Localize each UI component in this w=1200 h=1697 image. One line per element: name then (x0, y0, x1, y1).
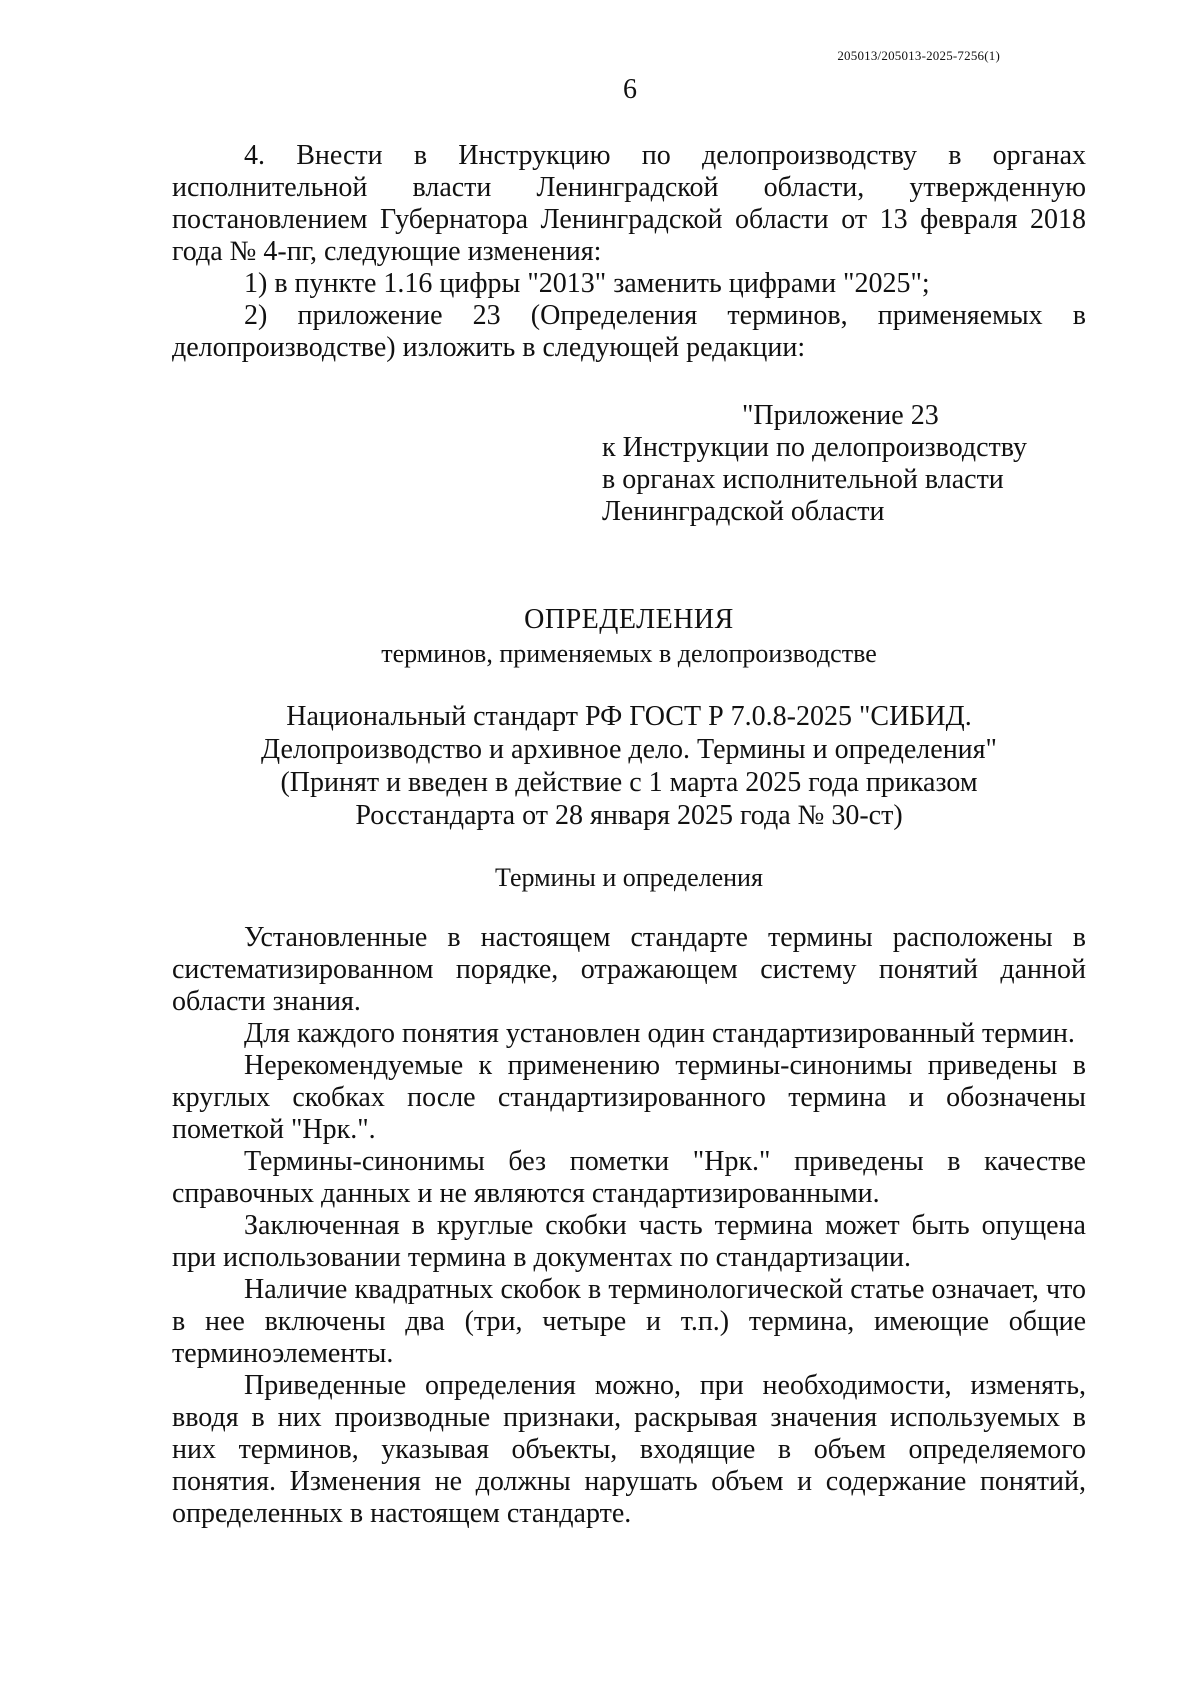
amendment-item-4: 4. Внести в Инструкцию по делопроизводству в органах исполнительной власти Ленинградской области, утвержденную постановлением Губернатора Ленинградской области от 13 февраля 2018 года № 4-пг, следующие изменения: (172, 140, 1086, 267)
intro-paragraph-6: Наличие квадратных скобок в терминологической статье означает, что в нее включены два (три, четыре и т.п.) термина, имеющие общие терминоэлементы. (172, 1274, 1086, 1369)
terms-introduction (172, 922, 1086, 1530)
appendix-caption-line-1: "Приложение 23 (742, 400, 939, 431)
intro-paragraph-3: Нерекомендуемые к применению термины-синонимы приведены в круглых скобках после стандартизированного термина и обозначены пометкой "Нрк.". (172, 1050, 1086, 1145)
document-reference-number: 205013/205013-2025-7256(1) (837, 48, 1000, 63)
appendix-caption-line-4: Ленинградской области (602, 496, 885, 527)
amendment-subitem-1: 1) в пункте 1.16 цифры "2013" заменить цифрами "2025"; (244, 268, 930, 299)
standard-reference (172, 700, 1086, 832)
appendix-caption-line-2: к Инструкции по делопроизводству (602, 432, 1028, 463)
intro-paragraph-4: Термины-синонимы без пометки "Нрк." приведены в качестве справочных данных и не являются стандартизированными. (172, 1146, 1086, 1209)
intro-paragraph-2: Для каждого понятия установлен один стандартизированный термин. (244, 1018, 1075, 1049)
definitions-title-main: ОПРЕДЕЛЕНИЯ (524, 604, 734, 635)
appendix-caption (602, 400, 1086, 528)
amendment-subitem-2: 2) приложение 23 (Определения терминов, применяемых в делопроизводстве) изложить в следующей редакции: (172, 300, 1086, 363)
appendix-caption-line-3: в органах исполнительной власти (602, 464, 1004, 495)
page-number: 6 (623, 74, 637, 105)
standard-line-1: Национальный стандарт РФ ГОСТ Р 7.0.8-2025 "СИБИД. (286, 701, 972, 732)
definitions-title-sub: терминов, применяемых в делопроизводстве (381, 639, 877, 668)
intro-paragraph-7: Приведенные определения можно, при необходимости, изменять, вводя в них производные признаки, раскрывая значения используемых в них терминов, указывая объекты, входящие в объем определяемого понятия. Изменения не должны нарушать объем и содержание понятий, определенных в настоящем стандарте. (172, 1370, 1086, 1529)
document-body (172, 140, 1086, 1530)
intro-paragraph-5: Заключенная в круглые скобки часть термина может быть опущена при использовании термина в документах по стандартизации. (172, 1210, 1086, 1273)
intro-paragraph-1: Установленные в настоящем стандарте термины расположены в систематизированном порядке, отражающем систему понятий данной области знания. (172, 922, 1086, 1017)
definitions-title (172, 604, 1086, 670)
standard-line-3: (Принят и введен в действие с 1 марта 2025 года приказом (280, 767, 978, 798)
terms-heading: Термины и определения (495, 863, 763, 892)
standard-line-4: Росстандарта от 28 января 2025 года № 30-ст) (355, 800, 903, 831)
standard-line-2: Делопроизводство и архивное дело. Термины и определения" (261, 734, 997, 765)
